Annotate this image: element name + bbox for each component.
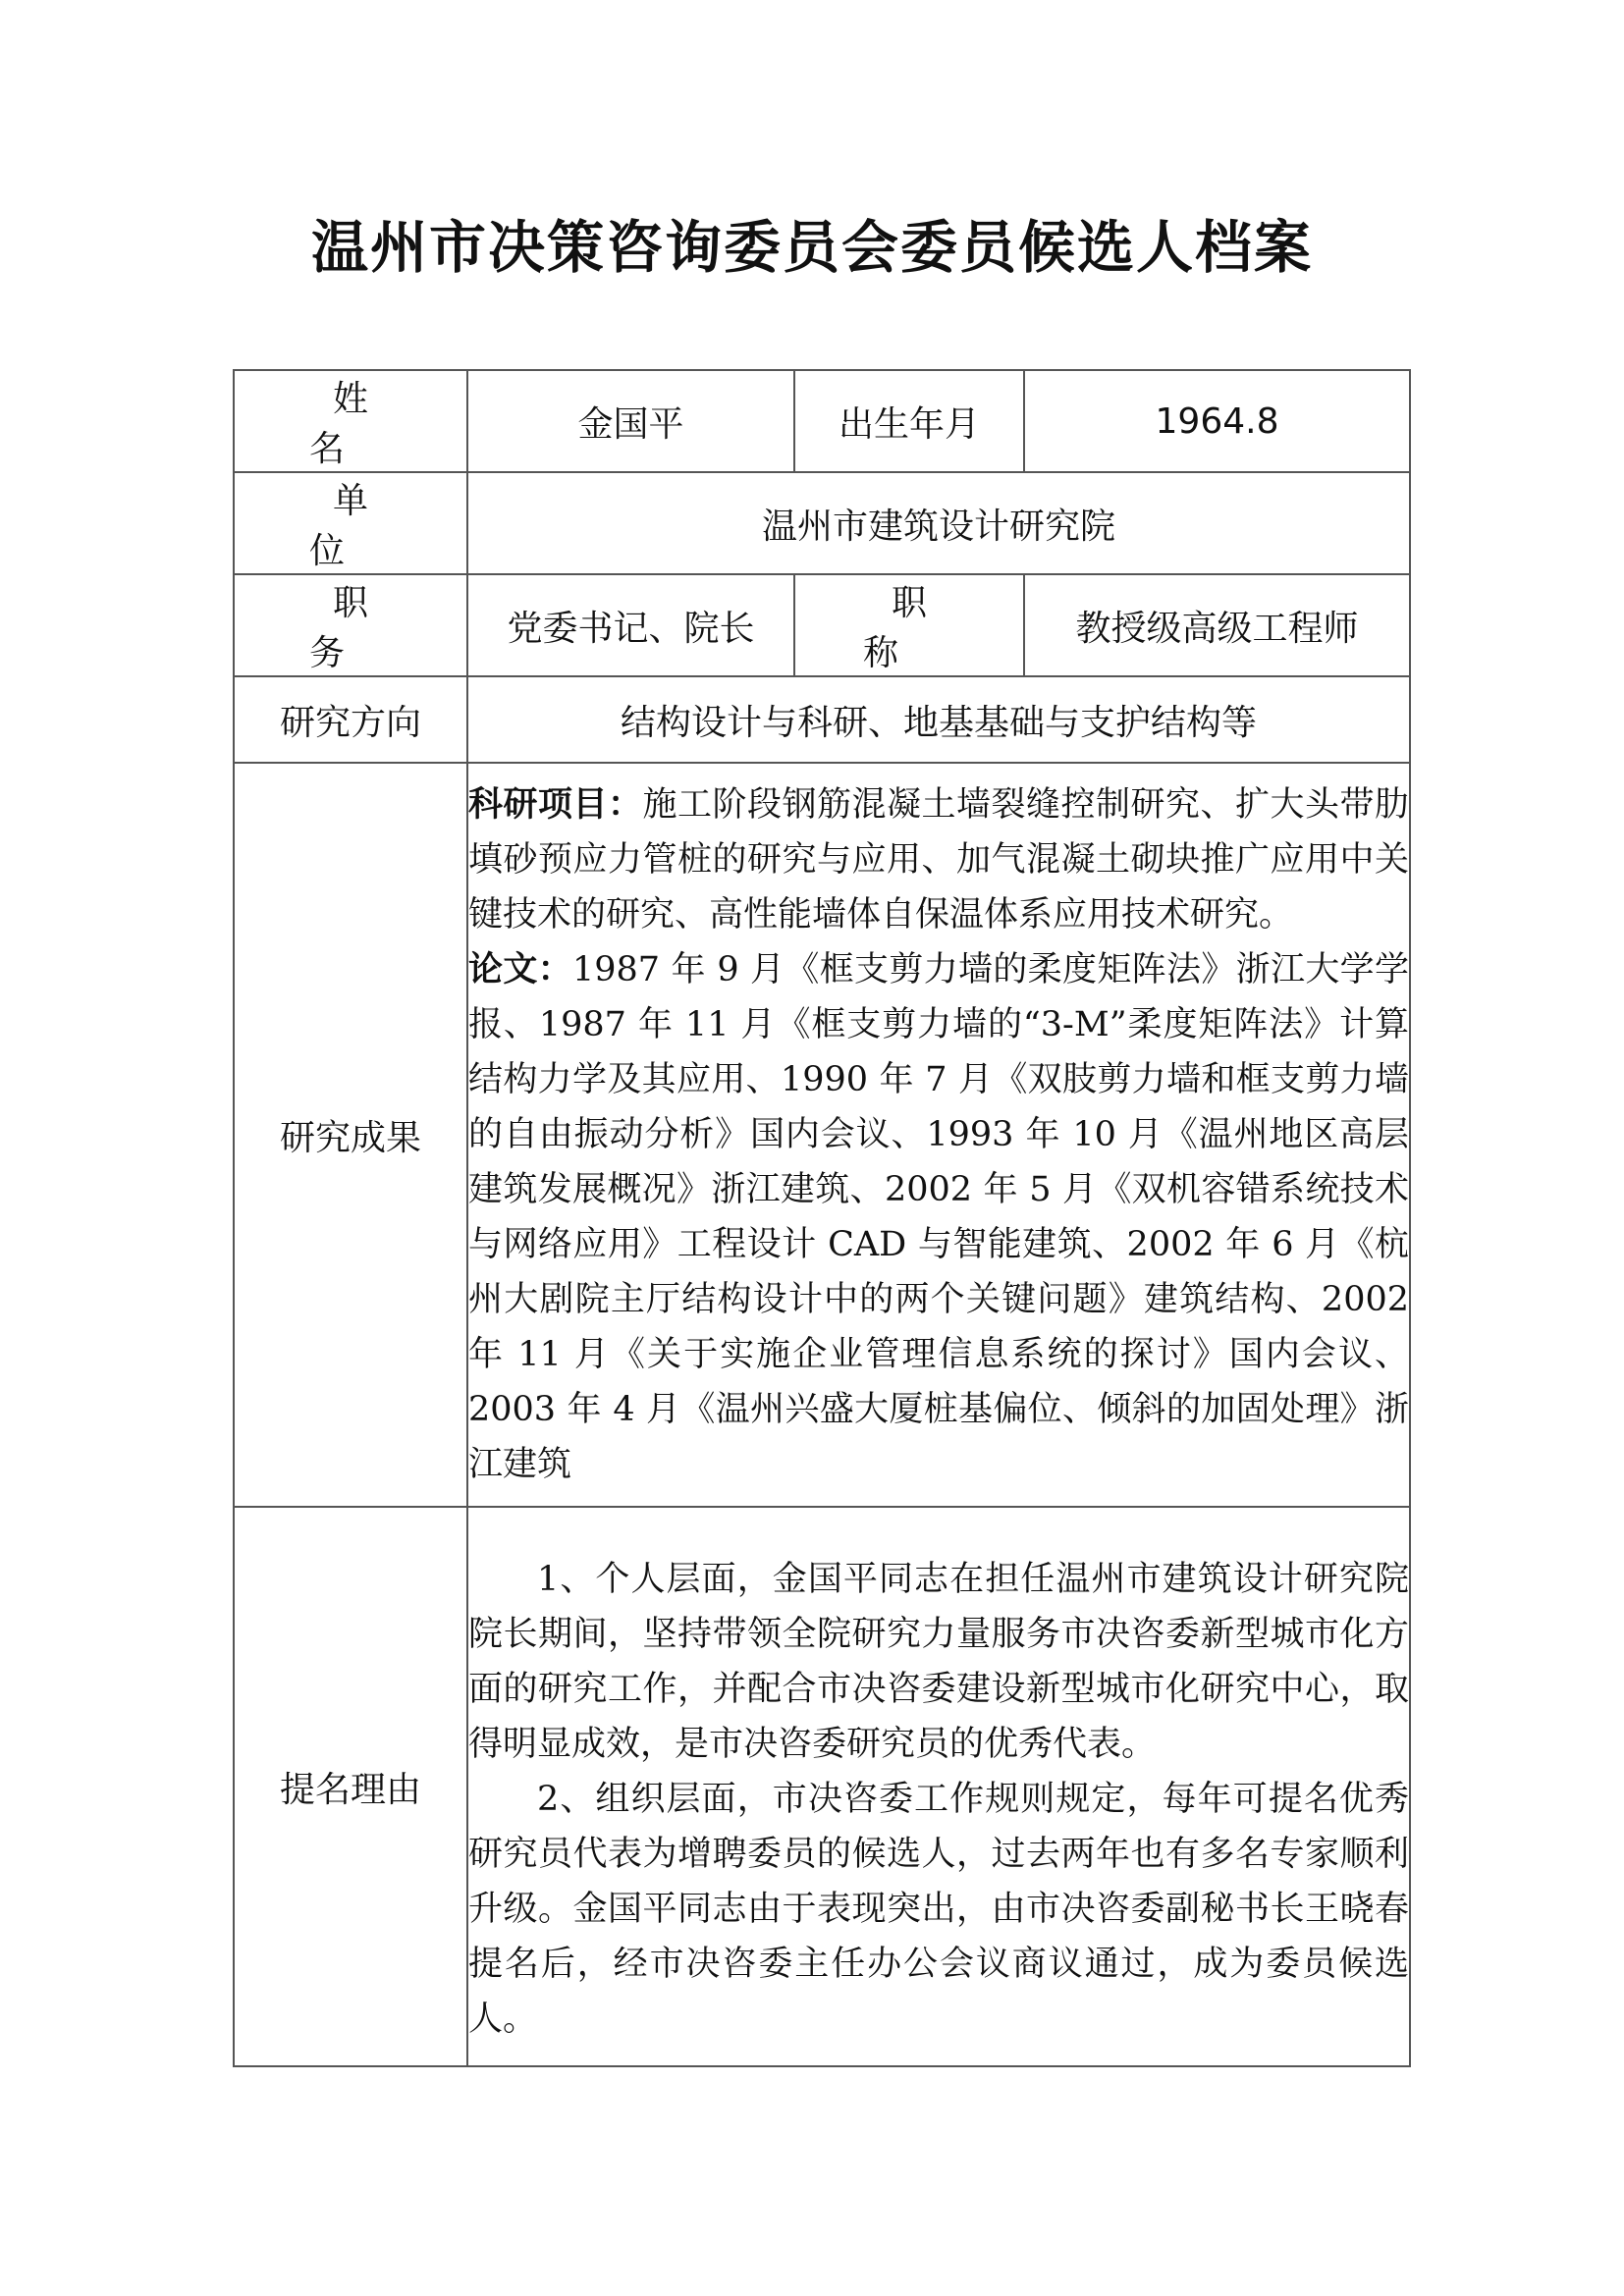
birth-label: 出生年月 xyxy=(794,370,1024,472)
papers-text: 1987 年 9 月《框支剪力墙的柔度矩阵法》浙江大学学报、1987 年 11 月《框支剪力墙的“3-M”柔度矩阵法》计算结构力学及其应用、1990 年 7 月《双肢剪力墙和框支剪力墙的自由振动分析》国内会议、1993 年 10 月《温州地区高层建筑发展概况》浙江建筑、2002 年 5 月《双机容错系统技术与网络应用》工程设计 CAD 与智能建筑、2002 年 6 月《杭州大剧院主厅结构设计中的两个关键问题》建筑结构、2002 年 11 月《关于实施企业管理信息系统的探讨》国内会议、2003 年 4 月《温州兴盛大厦桩基偏位、倾斜的加固处理》浙江建筑 xyxy=(468,950,1409,1484)
name-label-cell xyxy=(234,370,467,472)
papers-paragraph xyxy=(468,942,1409,1492)
papers-heading: 论文： xyxy=(468,949,572,989)
title-value: 教授级高级工程师 xyxy=(1024,574,1410,676)
position-value: 党委书记、院长 xyxy=(467,574,794,676)
projects-text: 施工阶段钢筋混凝土墙裂缝控制研究、扩大头带肋填砂预应力管桩的研究与应用、加气混凝土砌块推广应用中关键技术的研究、高性能墙体自保温体系应用技术研究。 xyxy=(468,785,1409,934)
position-label-cell xyxy=(234,574,467,676)
reason-paragraph-2: 2、组织层面，市决咨委工作规则规定，每年可提名优秀研究员代表为增聘委员的候选人，过去两年也有多名专家顺利升级。金国平同志由于表现突出，由市决咨委副秘书长王晓春提名后，经市决咨委主任办公会议商议通过，成为委员候选人。 xyxy=(468,1780,1409,2039)
reason-paragraph-1: 1、个人层面，金国平同志在担任温州市建筑设计研究院院长期间，坚持带领全院研究力量服务市决咨委新型城市化方面的研究工作，并配合市决咨委建设新型城市化研究中心，取得明显成效，是市决咨委研究员的优秀代表。 xyxy=(468,1560,1409,1764)
projects-paragraph xyxy=(468,777,1409,942)
reason-label: 提名理由 xyxy=(234,1507,467,2066)
title-label: 职 称 xyxy=(862,583,984,673)
row-position-title xyxy=(234,574,1410,676)
unit-label-cell xyxy=(234,472,467,574)
page-title: 温州市决策咨询委员会委员候选人档案 xyxy=(310,214,1313,281)
row-nomination-reason xyxy=(234,1507,1410,2066)
research-label: 研究方向 xyxy=(234,676,467,763)
row-achievements xyxy=(234,763,1410,1507)
position-label: 职 务 xyxy=(308,583,415,673)
row-research-direction xyxy=(234,676,1410,763)
name-value: 金国平 xyxy=(467,370,794,472)
unit-value: 温州市建筑设计研究院 xyxy=(467,472,1410,574)
achievements-label: 研究成果 xyxy=(234,763,467,1507)
achievements-content xyxy=(467,763,1410,1507)
reason-content xyxy=(467,1507,1410,2066)
title-label-cell xyxy=(794,574,1024,676)
research-value: 结构设计与科研、地基基础与支护结构等 xyxy=(467,676,1410,763)
unit-label: 单 位 xyxy=(308,481,415,571)
name-label: 姓 名 xyxy=(308,379,415,469)
row-name-birth xyxy=(234,370,1410,472)
row-unit xyxy=(234,472,1410,574)
candidate-profile-table xyxy=(233,369,1411,2067)
projects-heading: 科研项目： xyxy=(468,784,643,825)
birth-value: 1964.8 xyxy=(1024,370,1410,472)
